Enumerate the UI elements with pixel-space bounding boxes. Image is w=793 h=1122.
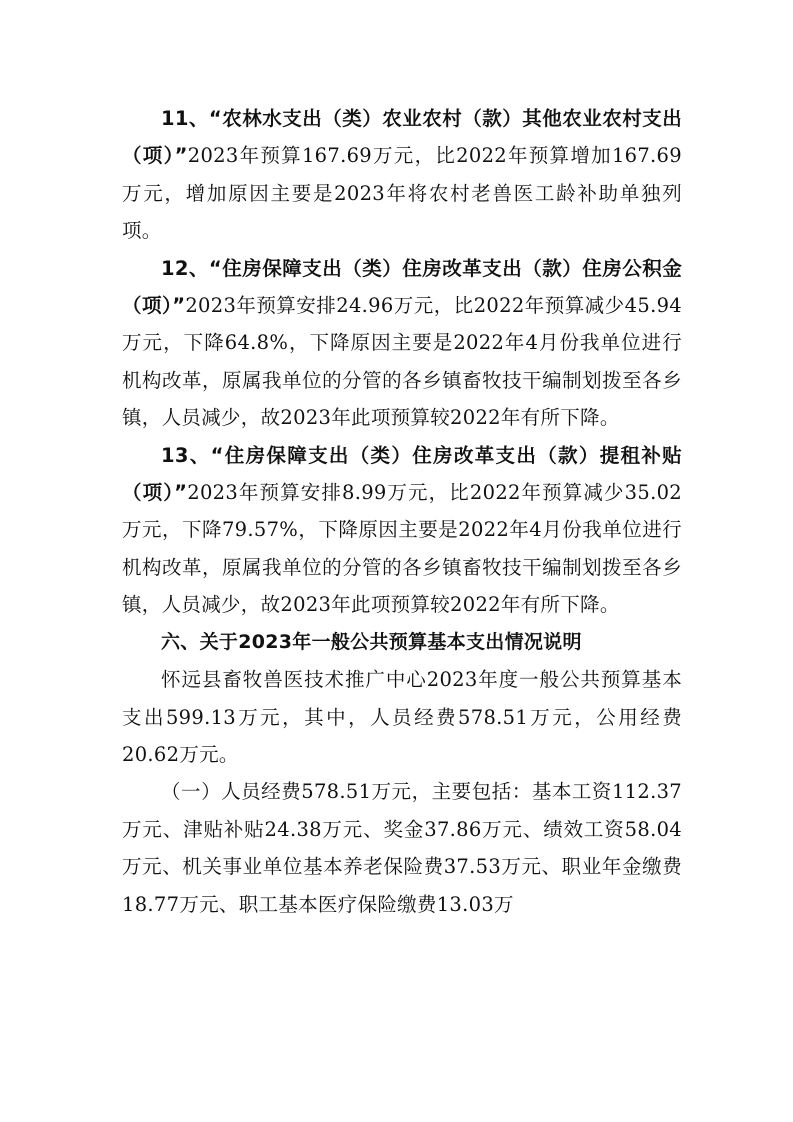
paragraph-item-13	[122, 437, 682, 624]
paragraph-basic-expenditure: 怀远县畜牧兽医技术推广中心2023年度一般公共预算基本支出599.13万元，其中，人员经费578.51万元，公用经费20.62万元。	[122, 668, 682, 766]
paragraph-personnel-expenses: （一）人员经费578.51万元，主要包括：基本工资112.37万元、津贴补贴24.38万元、奖金37.86万元、绩效工资58.04万元、机关事业单位基本养老保险费37.53万元、职业年金缴费18.77万元、职工基本医疗保险缴费13.03万	[122, 780, 682, 916]
paragraph-item-11	[122, 100, 682, 250]
paragraph-item-12	[122, 250, 682, 437]
document-page	[122, 100, 682, 923]
item-13-body: 2023年预算安排8.99万元，比2022年预算减少35.02万元，下降79.57%，下降原因主要是2022年4月份我单位进行机构改革，原属我单位的分管的各乡镇畜牧技干编制划拨至各乡镇，人员减少，故2023年此项预算较2022年有所下降。	[122, 481, 682, 617]
item-11-body: 2023年预算167.69万元，比2022年预算增加167.69万元，增加原因主要是2023年将农村老兽医工龄补助单独列项。	[122, 144, 682, 243]
section-heading: 六、关于2023年一般公共预算基本支出情况说明	[161, 630, 582, 653]
item-11-title: 11、“农林水支出（类）农业农村（款）其他农业农村支出（项）”	[122, 107, 682, 168]
item-12-title: 12、“住房保障支出（类）住房改革支出（款）住房公积金（项）”	[122, 256, 682, 318]
item-13-title: 13、“住房保障支出（类）住房改革支出（款）提租补贴（项）”	[122, 443, 682, 505]
item-12-body: 2023年预算安排24.96万元，比2022年预算减少45.94万元，下降64.8%，下降原因主要是2022年4月份我单位进行机构改革，原属我单位的分管的各乡镇畜牧技干编制划拨至各乡镇，人员减少，故2023年此项预算较2022年有所下降。	[122, 294, 682, 430]
